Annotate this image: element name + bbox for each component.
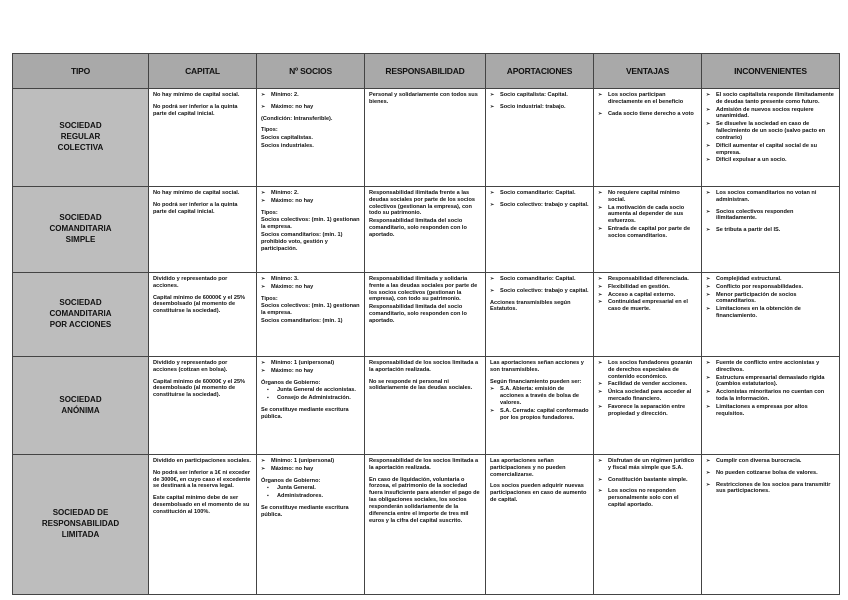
ventaja-item: ➢ No requiere capital mínimo social.	[598, 190, 697, 204]
ventaja-item: ➢ Constitución bastante simple.	[598, 477, 697, 484]
inconv-item: ➢ Se disuelve la sociedad en caso de fallecimiento de un socio (salvo pacto en contrario)	[706, 121, 835, 141]
inconv-item: ➢ Fuente de conflicto entre accionistas y directivos.	[706, 360, 835, 374]
tipo-line: SOCIEDAD	[59, 121, 102, 131]
ventaja-item: ➢ Flexibilidad en gestión.	[598, 284, 697, 291]
inconv-cell	[702, 89, 840, 187]
capital-cell	[149, 187, 257, 273]
header-capital: CAPITAL	[149, 54, 257, 89]
capital-text: No podrá ser inferior a la quinta parte del capital inicial.	[153, 201, 238, 215]
tipo-cell	[13, 89, 149, 187]
socios-item: ➢ Máximo: no hay	[261, 466, 360, 473]
inconv-item: ➢ No pueden cotizarse bolsa de valores.	[706, 470, 835, 477]
inconv-item: ➢ Limitaciones en la obtención de financiamiento.	[706, 306, 835, 320]
resp-text: Responsabilidad ilimitada y solidaria frente a las deudas sociales por parte de los socios colectivos (gestionan la empresa), con todo su patrimonio.	[369, 276, 478, 303]
capital-cell	[149, 89, 257, 187]
ventaja-item: ➢ Única sociedad para acceder al mercado financiero.	[598, 389, 697, 403]
socios-item: ➢ Mínimo: 2.	[261, 92, 360, 99]
inconv-item: ➢ Admisión de nuevos socios requiere unanimidad.	[706, 107, 835, 121]
tipo-line: SOCIEDAD	[59, 394, 102, 404]
resp-cell	[365, 89, 486, 187]
aport-cell	[486, 357, 594, 455]
aport-text: Acciones transmisibles según Estatutos.	[490, 299, 571, 313]
row-srl	[13, 455, 840, 595]
organ-item: ▪ Administradores.	[267, 493, 360, 500]
ventaja-item: ➢ La motivación de cada socio aumenta al depender de sus esfuerzos.	[598, 205, 697, 225]
aport-text: Los socios pueden adquirir nuevas participaciones en caso de aumento de capital.	[490, 483, 587, 504]
socios-text: Socios industriales.	[261, 143, 314, 150]
aport-cell	[486, 455, 594, 595]
inconv-item: ➢ Cumplir con diversa burocracia.	[706, 458, 835, 465]
tipo-line: SOCIEDAD	[59, 298, 102, 308]
tipo-line: RESPONSABILIDAD	[41, 519, 120, 529]
socios-text: Órganos de Gobierno:	[261, 477, 321, 484]
socios-text: Se constituye mediante escritura pública.	[261, 407, 349, 420]
organ-item: ▪ Junta General.	[267, 485, 360, 492]
ventaja-item: ➢ Los socios participan directamente en el beneficio	[598, 92, 697, 106]
capital-text: Dividido y representado por acciones (cotizan en bolsa).	[153, 360, 228, 373]
socios-cell	[257, 273, 365, 357]
row-src	[13, 89, 840, 187]
aport-item: ➢ Socio industrial: trabajo.	[490, 104, 589, 111]
aport-item: ➢ Socio capitalista: Capital.	[490, 92, 589, 99]
capital-text: Capital mínimo de 60000€ y el 25% desembolsado (al momento de constituirse la sociedad).	[153, 378, 246, 399]
ventajas-cell	[594, 455, 702, 595]
tipo-line: COLECTIVA	[57, 142, 104, 152]
inconv-item: ➢ Estructura empresarial demasiado rígida (cambios estatutarios).	[706, 375, 835, 389]
resp-text: Responsabilidad ilimitada frente a las deudas sociales por parte de los socios colectivos (gestionan la empresa), con todo su patrimonio.	[369, 190, 476, 217]
aport-text: Las aportaciones señan participaciones y no pueden comercializarse.	[490, 458, 566, 478]
tipo-line: ANÓNIMA	[61, 405, 100, 415]
inconv-item: ➢ Accionistas minoritarios no cuentan con toda la información.	[706, 389, 835, 403]
inconv-item: ➢ Limitaciones a empresas por altos requisitos.	[706, 404, 835, 418]
tipo-line: REGULAR	[60, 132, 101, 142]
socios-item: ➢ Máximo: no hay	[261, 104, 360, 111]
socios-cell	[257, 89, 365, 187]
socios-item: ➢ Mínimo: 2.	[261, 190, 360, 197]
ventaja-item: ➢ Entrada de capital por parte de socios comanditarios.	[598, 226, 697, 240]
socios-item: ➢ Mínimo: 1 (unipersonal)	[261, 458, 360, 465]
socios-text: Socios capitalistas.	[261, 135, 313, 142]
capital-text: No hay mínimo de capital social.	[153, 190, 240, 196]
tipo-line: COMANDITARIA	[49, 224, 112, 234]
inconv-cell	[702, 273, 840, 357]
capital-text: Capital mínimo de 60000€ y el 25% desembolsado (al momento de constituirse la sociedad).	[153, 294, 246, 315]
tipo-line: SIMPLE	[65, 234, 96, 244]
tipo-line: LIMITADA	[61, 529, 100, 539]
aport-item: ➢ S.A. Cerrada: capital conformado por los propios fundadores.	[490, 408, 589, 422]
resp-text: Personal y solidariamente con todos sus bienes.	[369, 92, 478, 105]
resp-text: Responsabilidad de los socios limitada a la aportación realizada.	[369, 458, 479, 471]
inconv-cell	[702, 357, 840, 455]
tipo-line: POR ACCIONES	[49, 319, 112, 329]
ventaja-item: ➢ Acceso a capital externo.	[598, 292, 697, 299]
aport-cell	[486, 89, 594, 187]
inconv-item: ➢ Difícil aumentar el capital social de su empresa.	[706, 143, 835, 157]
socios-cell	[257, 455, 365, 595]
aport-cell	[486, 273, 594, 357]
aport-item: ➢ S.A. Abierta: emisión de acciones a través de bolsa de valores.	[490, 386, 589, 406]
capital-text: Dividido y representado por acciones.	[153, 276, 228, 289]
inconv-item: ➢ Restricciones de los socios para transmitir sus participaciones.	[706, 482, 835, 496]
socios-item: ➢ Mínimo: 3.	[261, 276, 360, 283]
inconv-item: ➢ El socio capitalista responde ilimitadamente de deudas tanto presente como futuro.	[706, 92, 835, 106]
inconv-item: ➢ Complejidad estructural.	[706, 276, 835, 283]
socios-text: Socios comanditarios: (mín. 1) prohibido voto, gestión y participación.	[261, 232, 343, 252]
tipo-line: COMANDITARIA	[49, 309, 112, 319]
aport-item: ➢ Socio colectivo: trabajo y capital.	[490, 288, 589, 295]
header-tipo: TIPO	[13, 54, 149, 89]
tipo-cell	[13, 357, 149, 455]
inconv-item: ➢ Socios colectivos responden ilimitadamente.	[706, 209, 835, 223]
resp-cell	[365, 357, 486, 455]
capital-cell	[149, 455, 257, 595]
socios-text: (Condición: Intransferible).	[261, 115, 333, 122]
tipo-line: SOCIEDAD	[59, 213, 102, 223]
row-sca	[13, 273, 840, 357]
tipo-cell	[13, 273, 149, 357]
sociedades-table	[12, 53, 840, 595]
ventaja-item: ➢ Responsabilidad diferenciada.	[598, 276, 697, 283]
resp-text: Responsabilidad limitada del socio comanditario, solo responden con lo aportado.	[369, 218, 467, 238]
header-row	[13, 54, 840, 89]
capital-text: No podrá ser inferior a la quinta parte del capital inicial.	[153, 103, 238, 117]
tipo-cell	[13, 187, 149, 273]
socios-item: ➢ Máximo: no hay	[261, 368, 360, 375]
capital-cell	[149, 357, 257, 455]
ventaja-item: ➢ Facilidad de vender acciones.	[598, 381, 697, 388]
socios-text: Tipos:	[261, 127, 278, 134]
socios-item: ➢ Máximo: no hay	[261, 284, 360, 291]
aport-text: Según financiamiento pueden ser:	[490, 378, 582, 385]
socios-text: Se constituye mediante escritura pública.	[261, 505, 349, 518]
socios-text: Tipos:	[261, 209, 278, 216]
aport-item: ➢ Socio comanditario: Capital.	[490, 190, 589, 197]
socios-text: Socios colectivos: (mín. 1) gestionan la empresa.	[261, 303, 360, 317]
aport-item: ➢ Socio comanditario: Capital.	[490, 276, 589, 283]
inconv-cell	[702, 187, 840, 273]
inconv-item: ➢ Se tributa a partir del IS.	[706, 227, 835, 234]
organ-item: ▪ Junta General de accionistas.	[267, 387, 360, 394]
capital-text: No podrá ser inferior a 1€ ni exceder de 3000€, en cuyo caso el excedente se destinará a la reserva legal.	[153, 469, 251, 490]
row-scs	[13, 187, 840, 273]
socios-item: ➢ Máximo: no hay	[261, 198, 360, 205]
ventaja-item: ➢ Disfrutan de un régimen jurídico y fiscal más simple que S.A.	[598, 458, 697, 472]
aport-cell	[486, 187, 594, 273]
resp-text: Responsabilidad de los socios limitada a la aportación realizada.	[369, 360, 479, 373]
resp-text: No se responde ni personal ni solidariamente de las deudas sociales.	[369, 378, 473, 392]
resp-text: Responsabilidad limitada del socio comanditario, solo responden con lo aportado.	[369, 304, 467, 324]
inconv-item: ➢ Menor participación de socios comanditarios.	[706, 292, 835, 306]
capital-cell	[149, 273, 257, 357]
ventajas-cell	[594, 273, 702, 357]
ventajas-cell	[594, 89, 702, 187]
header-inconvenientes: INCONVENIENTES	[702, 54, 840, 89]
capital-text: Este capital mínimo debe de ser desembolsado en el momento de su constitución al 100%.	[153, 495, 250, 515]
inconv-item: ➢ Conflicto por responsabilidades.	[706, 284, 835, 291]
resp-text: En caso de liquidación, voluntaria o forzosa, el patrimonio de la sociedad fuera insuficiente para atender el pago de las obligaciones sociales, los socios responderán solidariamente de la diferencia entre el importe de tres mil euros y la cifra del capital suscrito.	[369, 476, 480, 524]
socios-cell	[257, 187, 365, 273]
ventaja-item: ➢ Cada socio tiene derecho a voto	[598, 111, 697, 118]
capital-text: Dividido en participaciones sociales.	[153, 458, 251, 464]
socios-item: ➢ Mínimo: 1 (unipersonal)	[261, 360, 360, 367]
ventaja-item: ➢ Los socios no responden personalmente solo con el capital aportado.	[598, 488, 697, 508]
ventajas-cell	[594, 357, 702, 455]
ventaja-item: ➢ Continuidad empresarial en el caso de muerte.	[598, 299, 697, 313]
tipo-line: SOCIEDAD DE	[52, 508, 109, 518]
aport-text: Las aportaciones señan acciones y son transmisibles.	[490, 360, 584, 373]
capital-text: No hay mínimo de capital social.	[153, 92, 240, 98]
resp-cell	[365, 455, 486, 595]
header-aportaciones: APORTACIONES	[486, 54, 594, 89]
socios-text: Tipos:	[261, 295, 278, 302]
resp-cell	[365, 187, 486, 273]
socios-cell	[257, 357, 365, 455]
aport-item: ➢ Socio colectivo: trabajo y capital.	[490, 202, 589, 209]
ventaja-item: ➢ Los socios fundadores gozarán de derechos especiales de contenido económico.	[598, 360, 697, 380]
inconv-item: ➢ Los socios comanditarios no votan ni administran.	[706, 190, 835, 204]
socios-text: Socios colectivos: (mín. 1) gestionan la empresa.	[261, 217, 360, 231]
header-ventajas: VENTAJAS	[594, 54, 702, 89]
inconv-cell	[702, 455, 840, 595]
ventajas-cell	[594, 187, 702, 273]
socios-text: Socios comanditarios: (mín. 1)	[261, 318, 343, 325]
socios-text: Órganos de Gobierno:	[261, 379, 321, 386]
resp-cell	[365, 273, 486, 357]
ventaja-item: ➢ Favorece la separación entre propiedad y dirección.	[598, 404, 697, 418]
row-sa	[13, 357, 840, 455]
inconv-item: ➢ Difícil expulsar a un socio.	[706, 157, 835, 164]
organ-item: ▪ Consejo de Administración.	[267, 395, 360, 402]
header-responsabilidad: RESPONSABILIDAD	[365, 54, 486, 89]
tipo-cell	[13, 455, 149, 595]
header-socios: Nº SOCIOS	[257, 54, 365, 89]
